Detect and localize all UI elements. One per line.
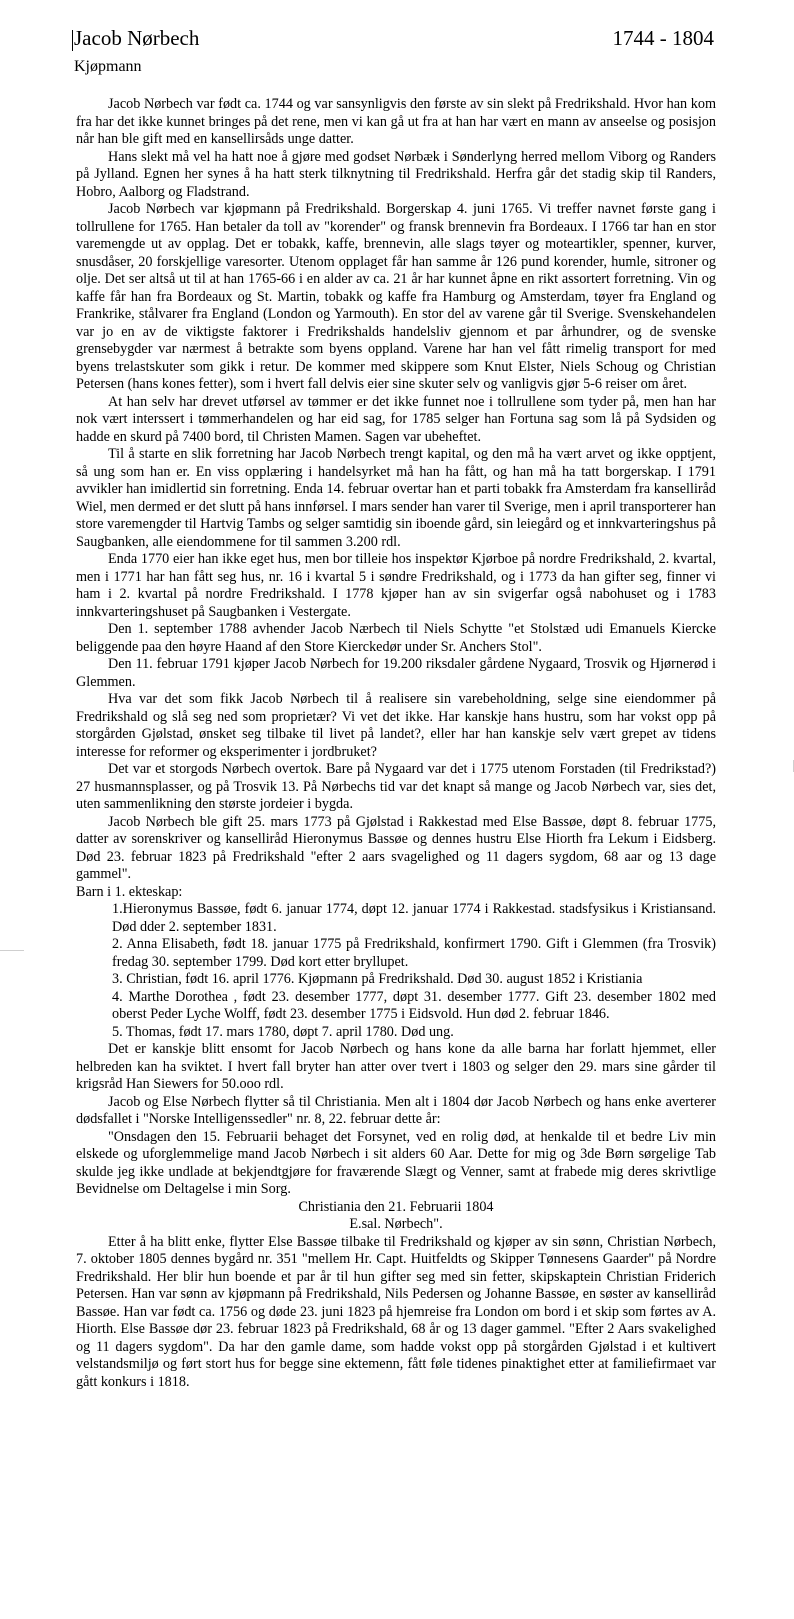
paragraph: Det var et storgods Nørbech overtok. Bare på Nygaard var det i 1775 utenom Forstaden (til Fredrikstad?) 27 husmannsplasser, og på Trosvik 13. På Nørbechs tid var det knapt så mange og Jacob Nørbech var, sies det, uten sammenlikning den største jordeier i bygda.: [76, 761, 716, 812]
paragraph: Jacob Nørbech ble gift 25. mars 1773 på Gjølstad i Rakkestad med Else Bassøe, døpt 8. februar 1775, datter av sorenskriver og kanselliråd Hieronymus Bassøe og dennes hustru Else Hiorth fra Lekum i Eidsberg. Død 23. februar 1823 på Fredrikshald "efter 2 aars svagelighed og 11 dagers sygdom, 68 aar og 13 dage gammel".: [76, 813, 716, 882]
page-edge-mark: [0, 950, 24, 951]
life-years: 1744 - 1804: [612, 26, 714, 50]
children-heading: Barn i 1. ekteskap:: [76, 883, 183, 900]
child-entry: 2. Anna Elisabeth, født 18. januar 1775 på Fredrikshald, konfirmert 1790. Gift i Glemmen (fra Trosvik) fredag 30. september 1799. Død kort etter bryllupet.: [112, 936, 716, 970]
paragraph: Hva var det som fikk Jacob Nørbech til å realisere sin varebeholdning, selge sine eiendommer på Fredrikshald og slå seg ned som proprietær? Vi vet det ikke. Har kanskje hans hustru, som har vokst opp på storgården Gjølstad, ønsket seg tilbake til livet på landet?, eller har han kanskje selv vært grepet av tidens interesse for reformer og eksperimenter i jordbruket?: [76, 691, 716, 760]
occupation: Kjøpmann: [74, 58, 142, 75]
paragraph: At han selv har drevet utførsel av tømmer er det ikke funnet noe i tollrullene som tyder på, men han har nok vært interssert i tømmerhandelen og har eid sag, for 1785 selger han Fortuna sag som lå på Sydsiden og hadde en skurd på 7400 bord, til Christen Mamen. Sagen var ubeheftet.: [76, 393, 716, 445]
paragraph: Jacob Nørbech var født ca. 1744 og var sansynligvis den første av sin slekt på Fredrikshald. Hvor han kom fra har det ikke kunnet bringes på det rene, men vi kan gå ut fra at han har vært en mann av anseelse og posisjon når han ble gift med en kansellirsåds unge datter.: [76, 96, 716, 147]
document-body: [76, 96, 716, 1391]
children-list: [112, 901, 716, 1041]
paragraph: Jacob og Else Nørbech flytter så til Christiania. Men alt i 1804 dør Jacob Nørbech og hans enke averterer dødsfallet i "Norske Intelligenssedler" nr. 8, 22. februar dette år:: [76, 1093, 716, 1127]
paragraph: Jacob Nørbech var kjøpmann på Fredrikshald. Borgerskap 4. juni 1765. Vi treffer navnet første gang i tollrullene for 1765. Han betaler da toll av "korender" og fransk brennevin fra Bordeaux. I 1766 tar han en stor varemengde ut av opplag. Det er tobakk, kaffe, brennevin, alle slags tøyer og moteartikler, spenner, kurver, snusdåser, 20 forskjellige varesorter. Utenom opplaget får han samme år 126 pund korender, humle, sitroner og olje. Det ser altså ut til at han 1765-66 i en alder av ca. 21 år har kunnet åpne en rikt assortert forretning. Vin og kaffe får han fra Bordeaux og St. Martin, tobakk og kaffe fra Hamburg og Amsterdam, tøyer fra England og Frankrike, stålvarer fra England (London og Yarmouth). En stor del av varene går til Sverige. Svenskehandelen var jo en av de viktigste faktorer i Fredrikshalds handelsliv gjennom et par århundrer, og de svenske grensebygder var nærmest å betrakte som byens oppland. Varene har han vel fått rimelig transport for med byens trelastskuter som gikk i retur. De kommer med skippere som Knut Elster, Niels Schoug og Christian Petersen (hans kones fetter), som i hvert fall delvis eier sine skuter selv og vanligvis gjør 5-6 reiser om året.: [76, 201, 716, 392]
paragraph: Det er kanskje blitt ensomt for Jacob Nørbech og hans kone da alle barna har forlatt hjemmet, eller helbreden kan ha sviktet. I hvert fall bryter han atter over tvert i 1803 og selger den 29. mars sine gårder til krigsråd Han Siewers for 50.ooo rdl.: [76, 1041, 716, 1092]
child-entry: 5. Thomas, født 17. mars 1780, døpt 7. april 1780. Død ung.: [112, 1023, 454, 1040]
paragraph: Til å starte en slik forretning har Jacob Nørbech trengt kapital, og den må ha vært arvet og ikke opptjent, så ung som han er. En viss opplæring i handelsyrket må han ha fått, og han må ha tatt borgerskap. I 1791 avvikler han imidlertid sin forretning. Enda 14. februar overtar han et parti tobakk fra Amsterdam fra kanselliråd Wiel, men dermed er det slutt på hans innførsel. I mars sender han varer til Sverige, men i april transporterer han store varemengder til Hartvig Tambs og selger samtidig sin iboende gård, sin leiegård og et innkvarteringshus på Saugbanken, alle eiendommene for til sammen 3.200 rdl.: [76, 446, 716, 550]
child-entry: 3. Christian, født 16. april 1776. Kjøpmann på Fredrikshald. Død 30. august 1852 i Kristiania: [112, 971, 643, 987]
child-entry: 4. Marthe Dorothea , født 23. desember 1777, døpt 31. desember 1777. Gift 23. desember 1802 med oberst Peder Lyche Wolff, født 23. desember 1775 i Eidsvold. Hun død 2. februar 1846.: [112, 988, 716, 1022]
notice-signature: E.sal. Nørbech".: [349, 1216, 443, 1232]
paragraph: Den 11. februar 1791 kjøper Jacob Nørbech for 19.200 riksdaler gårdene Nygaard, Trosvik og Hjørnerød i Glemmen.: [76, 656, 716, 690]
child-entry: 1.Hieronymus Bassøe, født 6. januar 1774, døpt 12. januar 1774 i Rakkestad. stadsfysikus i Kristiansand. Død dder 2. september 1831.: [112, 901, 716, 935]
quoted-notice: "Onsdagen den 15. Februarii behaget det Forsynet, ved en rolig død, at henkalde til et bedre Liv min elskede og uforglemmelige mand Jacob Nørbech i sit alders 60 Aar. Dette for mig og 3de Børn sørgelige Tab skulde jeg ikke undlade at bekjendtgjøre for fraværende Slægt og Venner, samt at frabede mig deres skrivtlige Bevidnelse om Deltagelse i min Sorg.: [76, 1128, 716, 1197]
person-name: Jacob Nørbech: [74, 26, 200, 50]
text-cursor: [72, 30, 73, 51]
page-header: [74, 26, 714, 56]
paragraph: Hans slekt må vel ha hatt noe å gjøre med godset Nørbæk i Sønderlyng herred mellom Viborg og Randers på Jylland. Egnen her synes å ha hatt sterk tilknytning til Fredrikshald. Herfra går det stadig skip til Randers, Hobro, Aalborg og Fladstrand.: [76, 148, 716, 200]
paragraph: Den 1. september 1788 avhender Jacob Nærbech til Niels Schytte "et Stolstæd udi Emanuels Kiercke beliggende paa den høyre Haand af den Store Kierckedør under Sr. Anchers Stol".: [76, 621, 716, 655]
paragraph: Enda 1770 eier han ikke eget hus, men bor tilleie hos inspektør Kjørboe på nordre Fredrikshald, 2. kvartal, men i 1771 har han fått seg hus, nr. 16 i kvartal 5 i søndre Fredrikshald, og i 1773 da han gifter seg, finner vi ham i 2. kvartal på nordre Fredrikshald. I 1778 kjøper han av sin svigerfar også nabohuset og i 1783 innkvarteringshuset på Saugbanken i Vestergate.: [76, 551, 716, 620]
notice-place-date: Christiania den 21. Februarii 1804: [298, 1198, 494, 1215]
paragraph: Etter å ha blitt enke, flytter Else Bassøe tilbake til Fredrikshald og kjøper av sin sønn, Christian Nørbech, 7. oktober 1805 dennes bygård nr. 351 "mellem Hr. Capt. Huitfeldts og Skipper Tønnesens Gaarder" på Nordre Fredrikshald. Her blir hun boende et par år til hun gifter seg med sin fetter, skipskaptein Christian Friderich Petersen. Han var sønn av kjøpmann på Fredrikshald, Nils Pedersen og Johanne Bassøe, en søster av kanselliråd Bassøe. Han var født ca. 1756 og døde 23. juni 1823 på hjemreise fra London om bord i et skip som førtes av A. Hiorth. Else Bassøe dør 23. februar 1823 på Fredrikshald, 68 år og 13 dager gammel. "Efter 2 Aars svakelighed og 11 dagers sygdom". Da har den gamle dame, som hadde vokst opp på storgården Gjølstad i et kultivert velstandsmiljø og ført stort hus for begge sine ektemenn, fått føle tidenes pinaktighet etter at familiefirmaet var gått konkurs i 1818.: [76, 1233, 716, 1390]
